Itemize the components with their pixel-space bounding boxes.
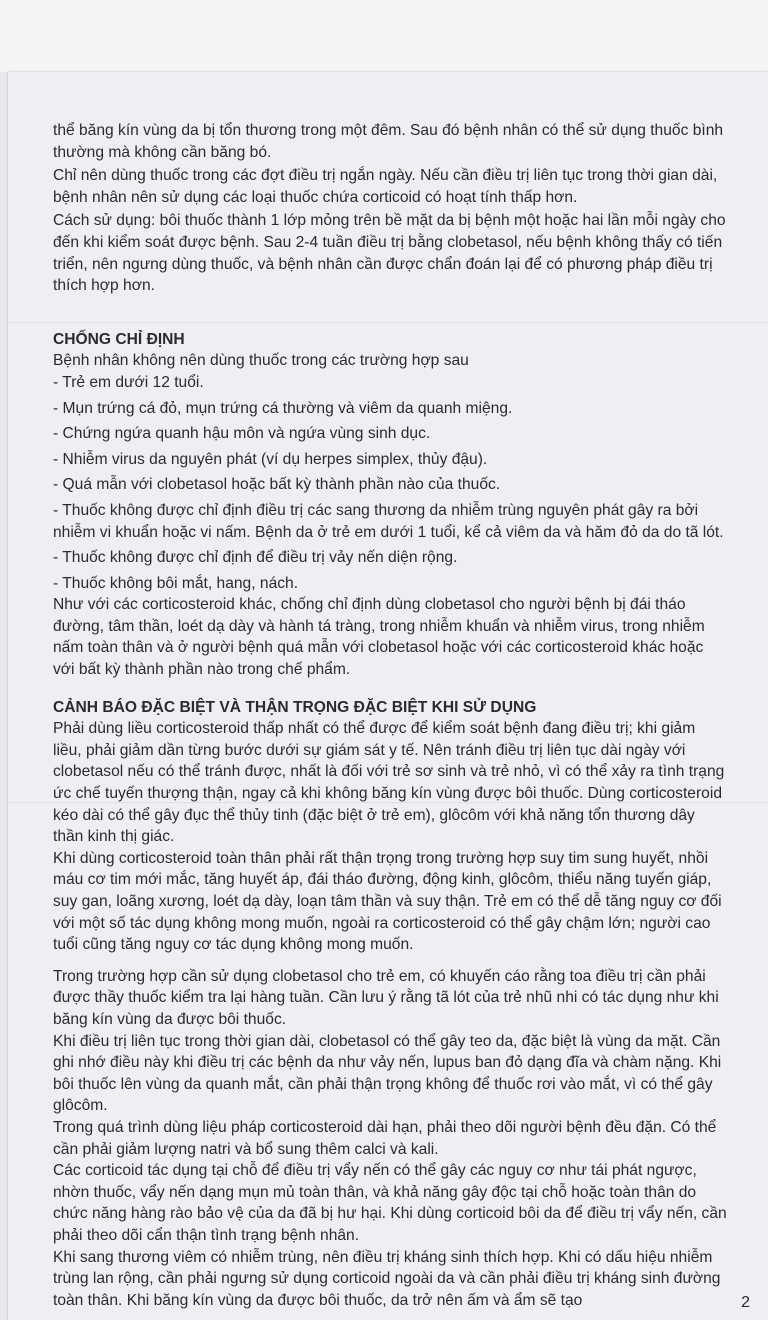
scan-background-top — [0, 0, 768, 72]
intro-paragraph: thể băng kín vùng da bị tổn thương trong một đêm. Sau đó bệnh nhân có thể sử dụng thuốc bình thường mà không cần băng bó. — [53, 122, 724, 161]
warnings-heading: CẢNH BÁO ĐẶC BIỆT VÀ THẬN TRỌNG ĐẶC BIỆT KHI SỬ DỤNG — [53, 698, 537, 716]
warning-paragraph: Trong trường hợp cần sử dụng clobetasol cho trẻ em, có khuyến cáo rằng toa điều trị cần phải được thầy thuốc kiểm tra lại hàng tuần. Cần lưu ý rằng tã lót của trẻ nhũ nhi có tác dụng như khi băng kín vùng da được bôi thuốc. — [53, 967, 719, 1028]
warning-paragraph: Các corticoid tác dụng tại chỗ để điều trị vẩy nến có thể gây các nguy cơ như tái phát ngược, nhờn thuốc, vẩy nến dạng mụn mủ toàn thân, và khả năng gây độc tại chỗ hoặc toàn thân do chức năng hàng rào bảo vệ của da đã bị hư hại. Khi dùng corticoid bôi da để điều trị vẩy nến, cần phải theo dõi cẩn thận tình trạng bệnh nhân. — [53, 1162, 727, 1244]
intro-paragraph: Cách sử dụng: bôi thuốc thành 1 lớp mỏng trên bề mặt da bị bệnh một hoặc hai lần mỗi ngày cho đến khi kiểm soát được bệnh. Sau 2-4 tuần điều trị bằng clobetasol, nếu bệnh không thấy có tiến triển, nên ngưng dùng thuốc, và bệnh nhân cần được chẩn đoán lại để có phương pháp điều trị thích hợp hơn. — [53, 212, 726, 295]
contraindications-closing: Như với các corticosteroid khác, chống chỉ định dùng clobetasol cho người bệnh bị đái tháo đường, tâm thần, loét dạ dày và hành tá tràng, trong nhiễm khuẩn và nhiễm virus, trong nhiễm nấm toàn thân và ở người bệnh quá mẫn với clobetasol hoặc với các corticosteroid khác hoặc với bất kỳ thành phần nào trong chế phẩm. — [53, 596, 705, 679]
contraindications-intro: Bệnh nhân không nên dùng thuốc trong các trường hợp sau — [53, 352, 469, 370]
warning-paragraph: Khi sang thương viêm có nhiễm trùng, nên điều trị kháng sinh thích hợp. Khi có dấu hiệu nhiễm trùng lan rộng, cần phải ngưng sử dụng corticoid ngoài da và cần phải điều trị kháng sinh đường toàn thân. Khi băng kín vùng da được bôi thuốc, da trở nên ấm và ẩm sẽ tạo — [53, 1248, 721, 1309]
contraindication-item: - Thuốc không bôi mắt, hang, nách. — [53, 574, 299, 592]
contraindication-item: - Thuốc không được chỉ định điều trị các sang thương da nhiễm trùng nguyên phát gây ra bởi nhiễm vi khuẩn hoặc vi nấm. Bệnh da ở trẻ em dưới 1 tuổi, kể cả viêm da và hăm đỏ da do tã lót. — [53, 501, 724, 541]
page-number: 2 — [741, 1294, 750, 1311]
contraindication-item: - Nhiễm virus da nguyên phát (ví dụ herpes simplex, thủy đậu). — [53, 450, 488, 468]
contraindication-item: - Quá mẫn với clobetasol hoặc bất kỳ thành phần nào của thuốc. — [53, 476, 501, 494]
warning-paragraph: Khi dùng corticosteroid toàn thân phải rất thận trọng trong trường hợp suy tim sung huyết, nhồi máu cơ tim mới mắc, tăng huyết áp, đái tháo đường, động kinh, glôcôm, thiểu năng tuyến giáp, suy gan, loãng xương, loét dạ dày, loạn tâm thần và suy thận. Trẻ em có thể dễ tăng nguy cơ đối với một số tác dụng không mong muốn, ngoài ra corticosteroid có thể gây chậm lớn; người cao tuổi cũng tăng nguy cơ tác dụng không mong muốn. — [53, 849, 722, 954]
document-body — [53, 120, 728, 1311]
warning-paragraph: Phải dùng liều corticosteroid thấp nhất có thể được để kiểm soát bệnh đang điều trị; khi giảm liều, phải giảm dần từng bước dưới sự giám sát y tế. Nên tránh điều trị liên tục dài ngày với clobetasol nếu có thể tránh được, nhất là đối với trẻ sơ sinh và trẻ nhỏ, vì có thể xảy ra tình trạng ức chế tuyến thượng thận, ngay cả khi không băng kín vùng được bôi thuốc. Dùng corticosteroid kéo dài có thể gây đục thể thủy tinh (đặc biệt ở trẻ em), glôcôm với khả năng tổn thương dây thần kinh thị giác. — [53, 720, 725, 846]
warning-paragraph: Trong quá trình dùng liệu pháp corticosteroid dài hạn, phải theo dõi người bệnh đều đặn. Có thể cần phải giảm lượng natri và bổ sung thêm calci và kali. — [53, 1118, 717, 1158]
contraindication-item: - Mụn trứng cá đỏ, mụn trứng cá thường và viêm da quanh miệng. — [53, 399, 513, 417]
document-page — [8, 72, 768, 1320]
contraindications-heading: CHỐNG CHỈ ĐỊNH — [53, 330, 185, 348]
contraindication-item: - Thuốc không được chỉ định để điều trị vảy nến diện rộng. — [53, 549, 458, 567]
contraindication-item: - Chứng ngứa quanh hậu môn và ngứa vùng sinh dục. — [53, 425, 431, 443]
intro-paragraph: Chỉ nên dùng thuốc trong các đợt điều trị ngắn ngày. Nếu cần điều trị liên tục trong thời gian dài, bệnh nhân nên sử dụng các loại thuốc chứa corticoid có hoạt tính thấp hơn. — [53, 167, 718, 206]
warning-paragraph: Khi điều trị liên tục trong thời gian dài, clobetasol có thể gây teo da, đặc biệt là vùng da mặt. Cần ghi nhớ điều này khi điều trị các bệnh da như vảy nến, lupus ban đỏ dạng đĩa và chàm nặng. Khi bôi thuốc lên vùng da quanh mắt, cần phải thận trọng không để thuốc rơi vào mắt, vì có thể gây glôcôm. — [53, 1032, 722, 1115]
contraindication-item: - Trẻ em dưới 12 tuổi. — [53, 373, 204, 391]
